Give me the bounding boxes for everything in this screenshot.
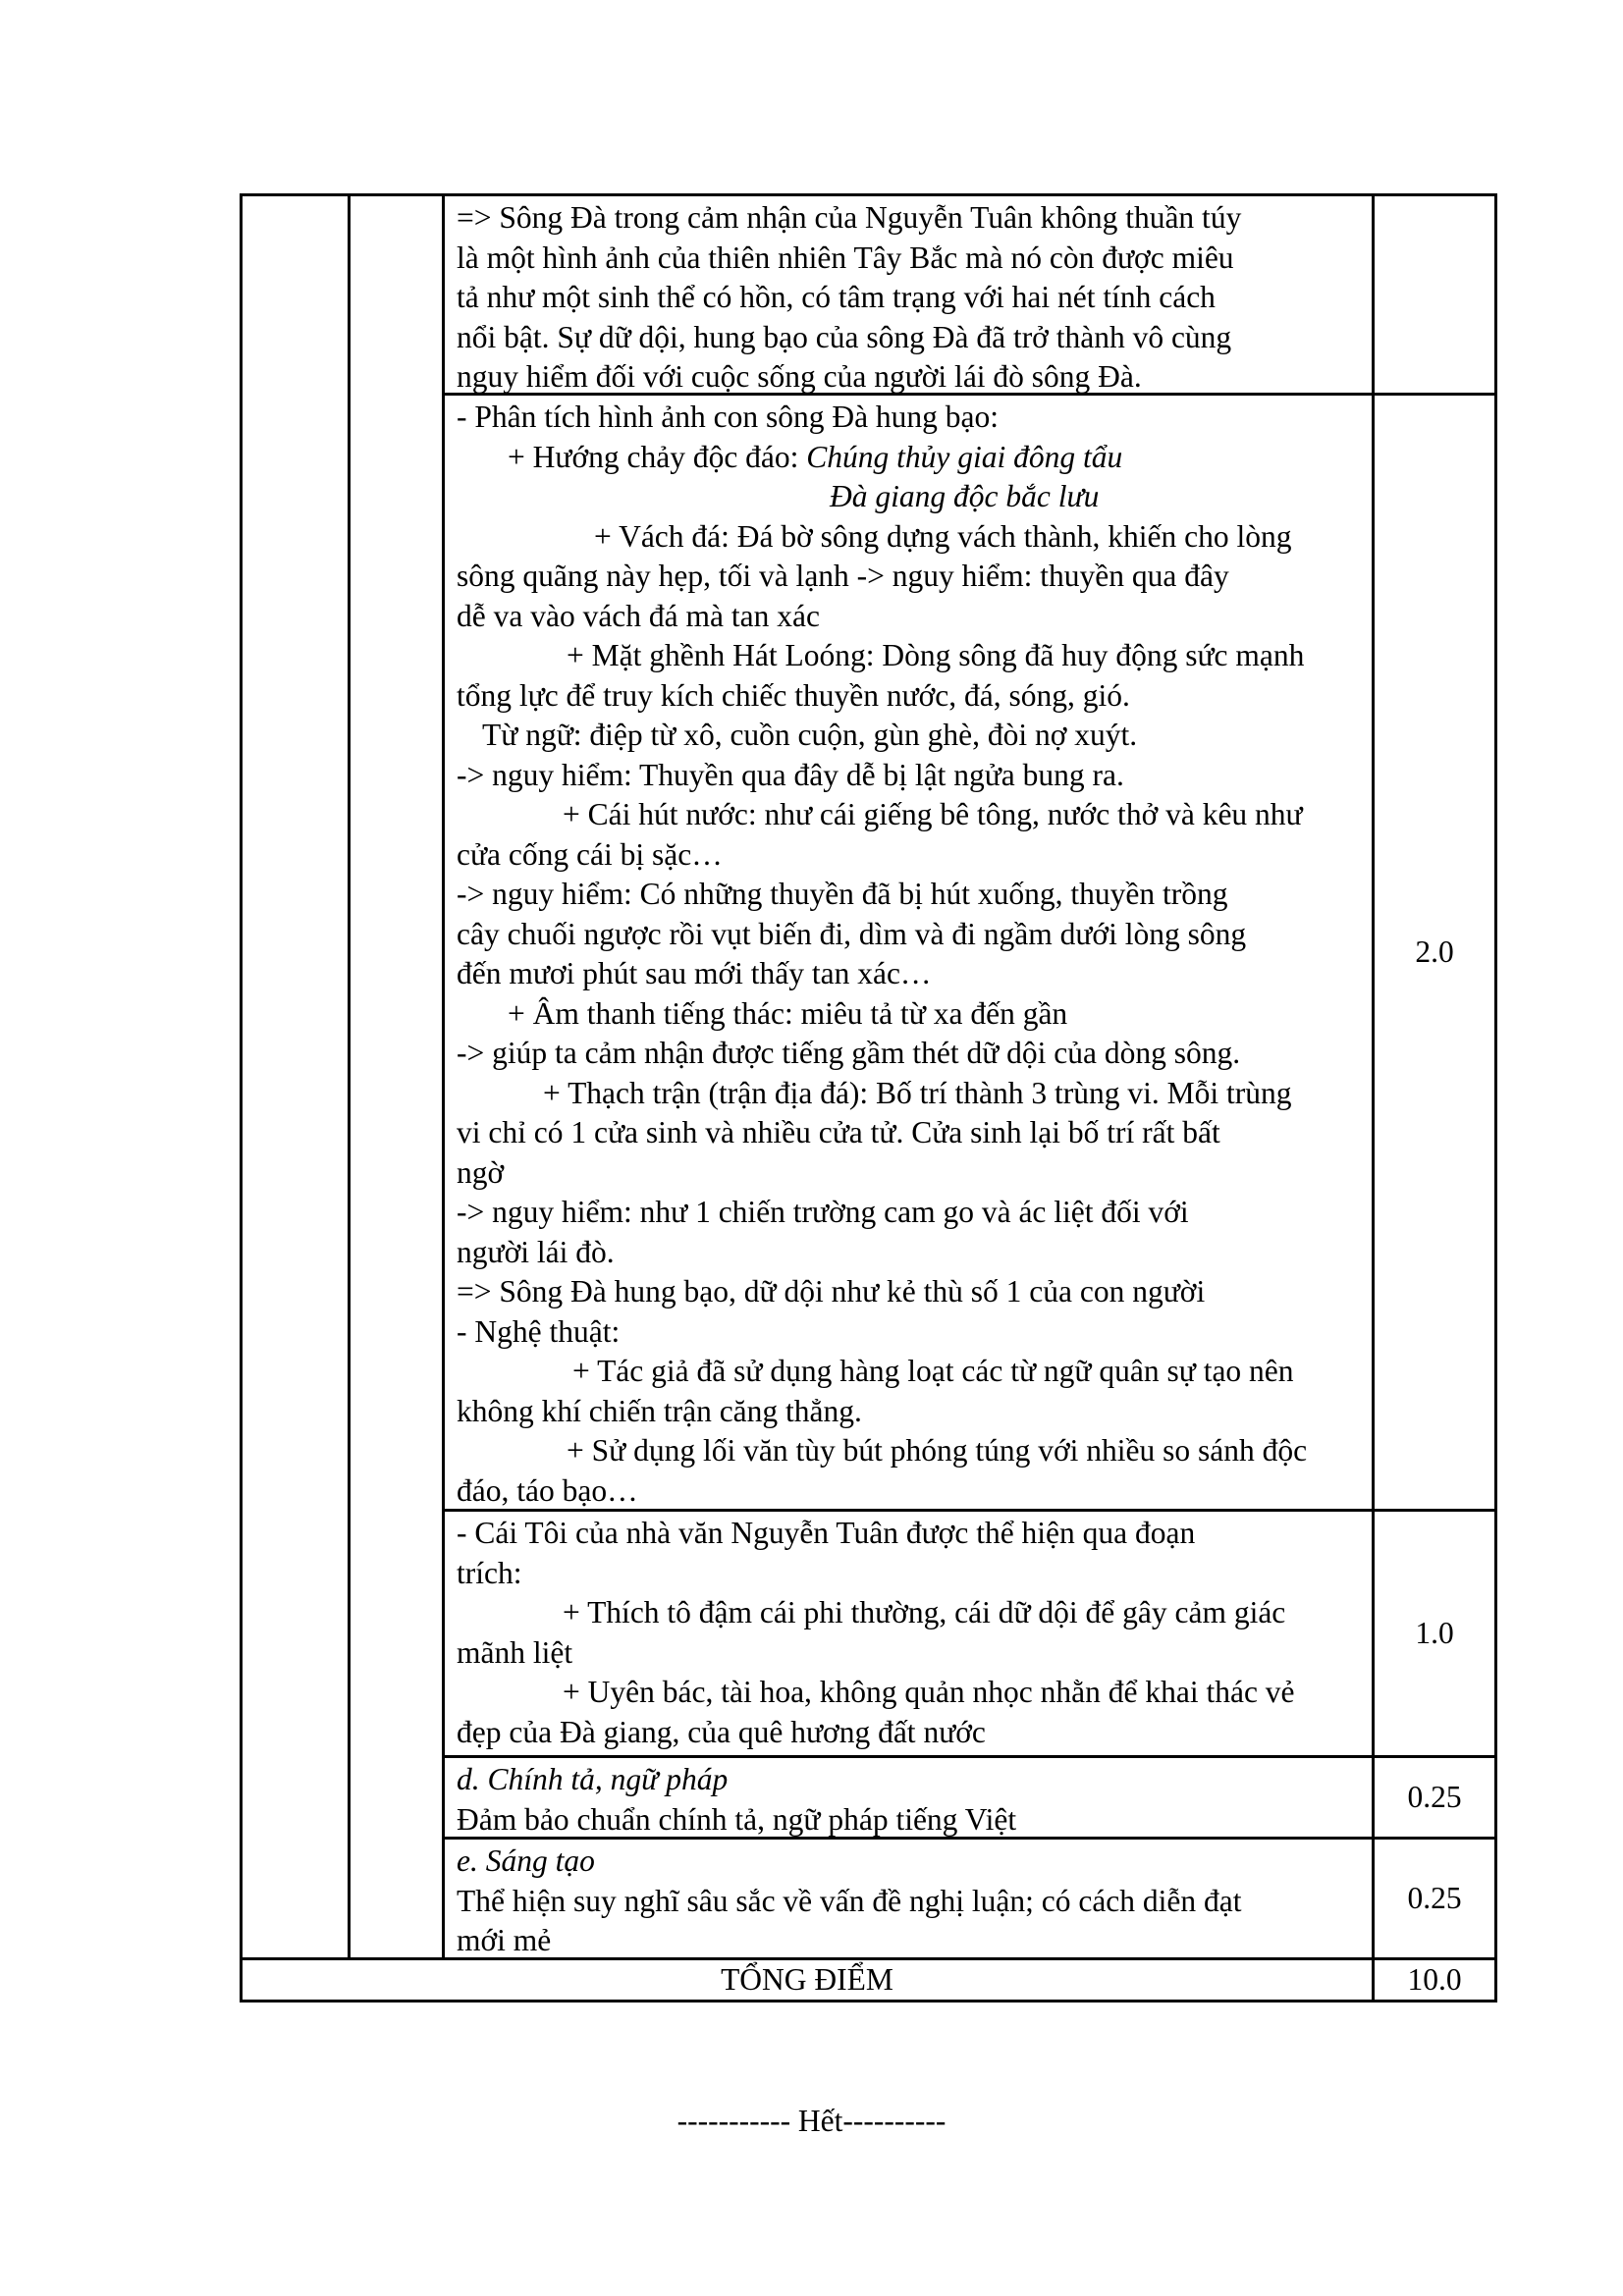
section-heading: e. Sáng tạo xyxy=(457,1843,595,1878)
content-cell xyxy=(444,1757,1374,1839)
text-line: dễ va vào vách đá mà tan xác xyxy=(457,598,820,633)
text-line: sông quãng này hẹp, tối và lạnh -> nguy hiểm: thuyền qua đây xyxy=(457,559,1229,593)
text-line: nổi bật. Sự dữ dội, hung bạo của sông Đà đã trở thành vô cùng xyxy=(457,319,1232,354)
text-line: ngờ xyxy=(457,1154,505,1190)
text-line: - Nghệ thuật: xyxy=(457,1313,621,1349)
content-cell xyxy=(444,195,1374,395)
text-line: Đảm bảo chuẩn chính tả, ngữ pháp tiếng Việt xyxy=(457,1801,1017,1837)
score-cell: 2.0 xyxy=(1374,395,1496,1511)
empty-cell-col2 xyxy=(350,195,444,1959)
text-line: trích: xyxy=(457,1555,522,1590)
text-line: Từ ngữ: điệp từ xô, cuồn cuộn, gùn ghè, đòi nợ xuýt. xyxy=(482,718,1138,752)
grading-table xyxy=(240,193,1497,2002)
text-line: + Âm thanh tiếng thác: miêu tả từ xa đến gần xyxy=(508,995,1068,1031)
text-line: - Phân tích hình ảnh con sông Đà hung bạo: xyxy=(457,400,1000,434)
text-line: vi chỉ có 1 cửa sinh và nhiều cửa tử. Cửa sinh lại bố trí rất bất xyxy=(457,1115,1220,1149)
score-cell: 0.25 xyxy=(1374,1839,1496,1959)
text-line: đến mươi phút sau mới thấy tan xác… xyxy=(457,956,932,990)
table-row xyxy=(242,195,1496,395)
quote-line: Chúng thủy giai đông tẩu xyxy=(806,439,1123,474)
text-line: mới mẻ xyxy=(457,1923,552,1957)
quote-line: Đà giang độc bắc lưu xyxy=(830,479,1100,513)
text-line: tổng lực để truy kích chiếc thuyền nước, đá, sóng, gió. xyxy=(457,677,1130,713)
text-fragment: + Hướng chảy độc đáo: xyxy=(508,439,807,474)
text-line: -> giúp ta cảm nhận được tiếng gầm thét dữ dội của dòng sông. xyxy=(457,1036,1241,1070)
text-line: -> nguy hiểm: như 1 chiến trường cam go và ác liệt đối với xyxy=(457,1195,1189,1229)
text-line: không khí chiến trận căng thẳng. xyxy=(457,1393,862,1428)
text-line: -> nguy hiểm: Thuyền qua đây dễ bị lật ngửa bung ra. xyxy=(457,757,1124,792)
total-label: TỔNG ĐIỂM xyxy=(242,1959,1374,2002)
text-line: + Tác giả đã sử dụng hàng loạt các từ ngữ quân sự tạo nên xyxy=(572,1354,1294,1388)
text-line: mãnh liệt xyxy=(457,1634,573,1670)
text-line: + Thích tô đậm cái phi thường, cái dữ dội để gây cảm giác xyxy=(563,1595,1286,1629)
text-line: là một hình ảnh của thiên nhiên Tây Bắc mà nó còn được miêu xyxy=(457,240,1234,275)
text-line: Thể hiện suy nghĩ sâu sắc về vấn đề nghị luận; có cách diễn đạt xyxy=(457,1883,1242,1918)
text-line: đẹp của Đà giang, của quê hương đất nước xyxy=(457,1714,986,1749)
score-cell: 0.25 xyxy=(1374,1757,1496,1839)
total-score: 10.0 xyxy=(1374,1959,1496,2002)
text-line: tả như một sinh thể có hồn, có tâm trạng với hai nét tính cách xyxy=(457,280,1216,314)
text-line: => Sông Đà hung bạo, dữ dội như kẻ thù số 1 của con người xyxy=(457,1274,1206,1308)
text-line xyxy=(457,438,1366,478)
text-line: + Uyên bác, tài hoa, không quản nhọc nhằn để khai thác vẻ xyxy=(563,1675,1295,1709)
text-line: + Sử dụng lối văn tùy bút phóng túng với nhiều so sánh độc xyxy=(567,1433,1308,1468)
section-heading: d. Chính tả, ngữ pháp xyxy=(457,1762,729,1796)
text-line: đáo, táo bạo… xyxy=(457,1472,638,1508)
text-line: -> nguy hiểm: Có những thuyền đã bị hút xuống, thuyền trồng xyxy=(457,877,1228,911)
text-line: nguy hiểm đối với cuộc sống của người lái đò sông Đà. xyxy=(457,359,1142,394)
score-cell xyxy=(1374,195,1496,395)
total-row xyxy=(242,1959,1496,2002)
empty-cell-col1 xyxy=(242,195,350,1959)
end-marker: ----------- Hết---------- xyxy=(676,2104,947,2138)
text-line: + Vách đá: Đá bờ sông dựng vách thành, khiến cho lòng xyxy=(594,518,1292,554)
content-cell xyxy=(444,395,1374,1511)
text-line: cửa cống cái bị sặc… xyxy=(457,836,723,872)
text-line: - Cái Tôi của nhà văn Nguyễn Tuân được thể hiện qua đoạn xyxy=(457,1516,1196,1550)
text-line: + Mặt ghềnh Hát Loóng: Dòng sông đã huy động sức mạnh xyxy=(567,638,1305,672)
content-cell xyxy=(444,1511,1374,1757)
text-line: => Sông Đà trong cảm nhận của Nguyễn Tuân không thuần túy xyxy=(457,200,1242,235)
text-line: + Thạch trận (trận địa đá): Bố trí thành 3 trùng vi. Mỗi trùng xyxy=(543,1075,1292,1110)
text-line: + Cái hút nước: như cái giếng bê tông, nước thở và kêu như xyxy=(563,797,1303,831)
content-cell xyxy=(444,1839,1374,1959)
score-cell: 1.0 xyxy=(1374,1511,1496,1757)
text-line: người lái đò. xyxy=(457,1234,615,1269)
text-line: cây chuối ngược rồi vụt biến đi, dìm và đi ngầm dưới lòng sông xyxy=(457,916,1247,951)
